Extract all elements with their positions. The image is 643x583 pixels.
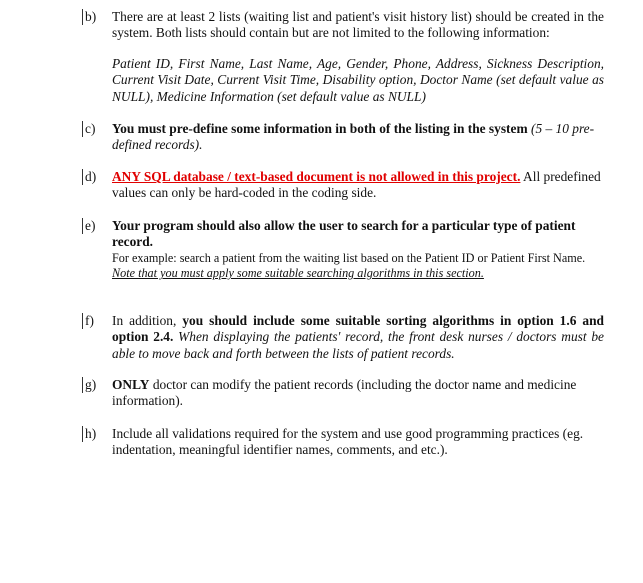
requirement-b-text: There are at least 2 lists (waiting list and patient's visit history list) should be created in the system. Both lists should contain but are not limited to the following information: [112, 9, 604, 41]
requirement-f-pre: In addition, [112, 313, 177, 328]
requirement-e [84, 218, 604, 282]
item-label: d) [82, 169, 108, 185]
requirement-e-bold: Your program should also allow the user to search for a particular type of patient record. [112, 218, 576, 250]
requirement-e-note: Note that you must apply some suitable searching algorithms in this section. [112, 266, 484, 281]
requirement-d [84, 169, 604, 202]
requirement-g-bold: ONLY [112, 377, 150, 392]
requirement-c-italic: (5 – 10 pre-defined records). [112, 121, 595, 153]
item-label: e) [82, 218, 108, 234]
item-label: c) [82, 121, 108, 137]
item-label: b) [82, 9, 108, 25]
requirement-e-example: For example: search a patient from the waiting list based on the Patient ID or Patient First Name. [112, 250, 586, 265]
item-label: h) [82, 426, 108, 442]
requirement-f-bold: you should include some suitable sorting algorithms in option 1.6 and option 2.4. [112, 313, 604, 345]
requirement-f-italic: When displaying the patients' record, the front desk nurses / doctors must be able to move back and forth between the lists of patient records. [112, 329, 604, 361]
requirement-d-text: All predefined values can only be hard-coded in the coding side. [112, 169, 601, 201]
requirement-g-text: doctor can modify the patient records (including the doctor name and medicine information). [112, 377, 577, 409]
item-label: f) [82, 313, 108, 329]
requirement-h [84, 426, 604, 459]
requirement-d-warning: ANY SQL database / text-based document is not allowed in this project. [112, 169, 521, 184]
requirement-b-fields: Patient ID, First Name, Last Name, Age, Gender, Phone, Address, Sickness Description, Current Visit Date, Current Visit Time, Disability option, Doctor Name (set default value as NULL), Medicine Information (set default value as NULL) [112, 55, 604, 104]
requirement-f [84, 313, 604, 362]
requirement-c [84, 121, 604, 154]
requirement-c-bold: You must pre-define some information in both of the listing in the system [112, 121, 528, 136]
item-label: g) [82, 377, 108, 393]
requirement-g [84, 377, 604, 410]
requirement-b [84, 9, 604, 105]
requirement-h-text: Include all validations required for the system and use good programming practices (eg. indentation, meaningful identifier names, comments, and etc.). [112, 426, 584, 458]
